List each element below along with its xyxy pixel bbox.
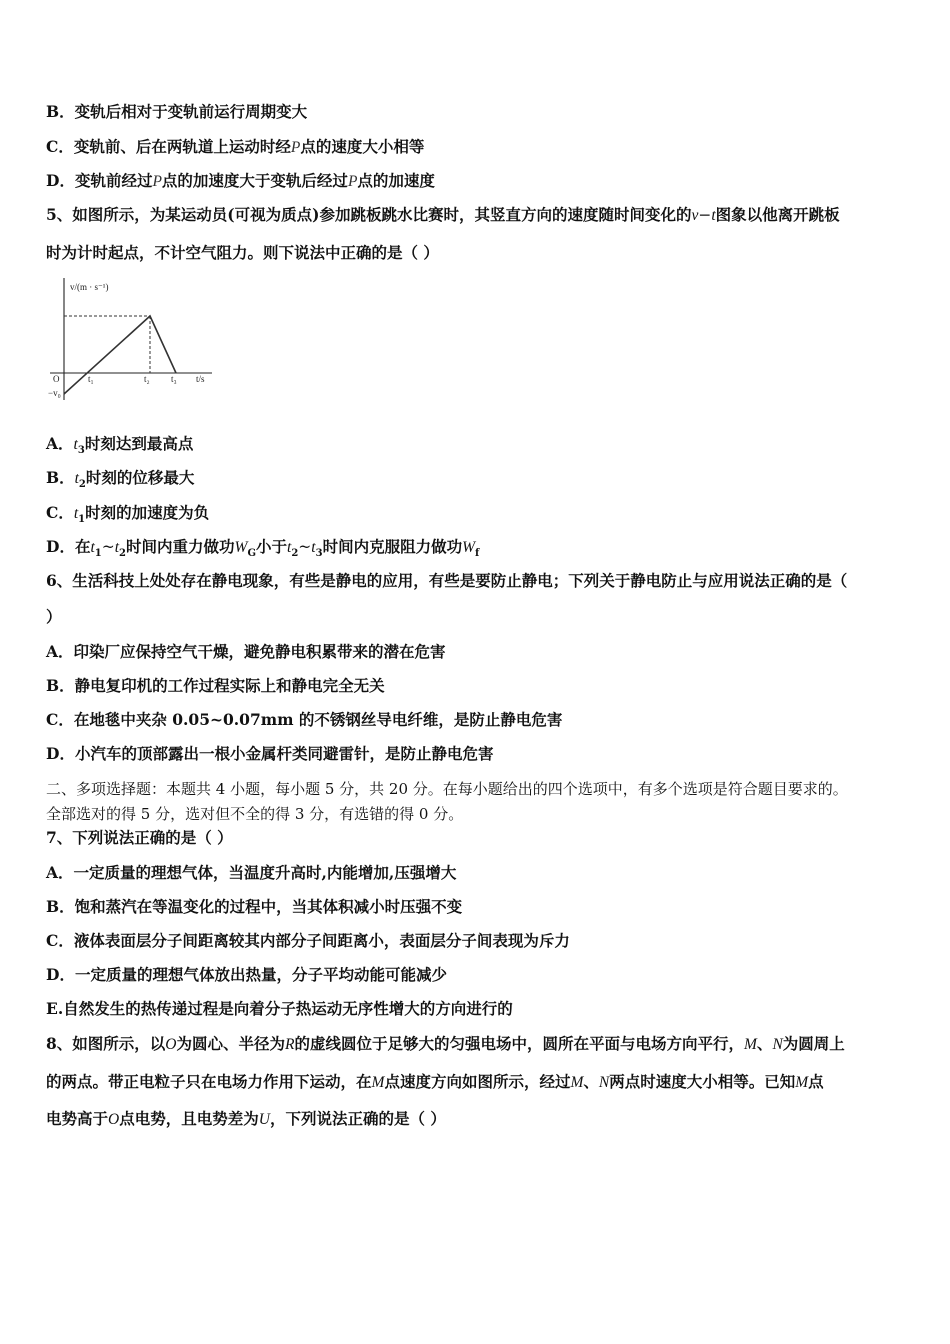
q7-option-d: D．一定质量的理想气体放出热量，分子平均动能可能减少 [46, 965, 447, 984]
t3-label: t₃ [171, 374, 177, 384]
section2-line1: 二、多项选择题：本题共 4 小题，每小题 5 分，共 20 分。在每小题给出的四个选项中，有多个选项是符合题目要求的。 [46, 780, 848, 798]
q7-option-c: C．液体表面层分子间距离较其内部分子间距离小，表面层分子间表现为斥力 [46, 931, 570, 950]
q7-option-e: E.自然发生的热传递过程是向着分子热运动无序性增大的方向进行的 [46, 999, 513, 1018]
q7-option-a: A．一定质量的理想气体，当温度升高时,内能增加,压强增大 [46, 863, 457, 882]
q7-stem: 7、下列说法正确的是（ ） [46, 828, 233, 847]
q6-option-a: A．印染厂应保持空气干燥，避免静电积累带来的潜在危害 [46, 642, 446, 661]
q6-stem-line2: ） [46, 607, 62, 626]
t1-label: t₁ [88, 374, 94, 384]
velocity-line [64, 316, 176, 394]
q5-option-c: C．$t_1$时刻的加速度为负 [46, 503, 210, 526]
q6-option-d: D．小汽车的顶部露出一根小金属杆类同避雷针，是防止静电危害 [46, 744, 494, 763]
q6-option-b: B．静电复印机的工作过程实际上和静电完全无关 [46, 676, 385, 695]
x-axis-label: t/s [196, 374, 205, 384]
q6-stem-line1: 6、生活科技上处处存在静电现象，有些是静电的应用，有些是要防止静电；下列关于静电防止与应用说法正确的是（ [46, 571, 848, 590]
q4-option-d: D．变轨前经过P点的加速度大于变轨后经过P点的加速度 [46, 171, 435, 190]
y-axis-label: v/(m · s⁻¹) [70, 282, 109, 292]
neg-v0-label: −v₀ [48, 388, 61, 398]
q6-option-c: C．在地毯中夹杂 0.05~0.07mm 的不锈钢丝导电纤维，是防止静电危害 [46, 710, 563, 729]
q4-option-c: C．变轨前、后在两轨道上运动时经P点的速度大小相等 [46, 137, 425, 156]
t2-label: t₂ [144, 374, 150, 384]
q7-option-b: B．饱和蒸汽在等温变化的过程中，当其体积减小时压强不变 [46, 897, 463, 916]
q8-stem-line2: 的两点。带正电粒子只在电场力作用下运动，在M点速度方向如图所示，经过M、N两点时速度大小相等。已知M点 [46, 1072, 824, 1091]
q8-stem-line1: 8、如图所示，以O为圆心、半径为R的虚线圆位于足够大的匀强电场中，圆所在平面与电场方向平行，M、N为圆周上 [46, 1034, 845, 1053]
q5-stem-line1: 5、如图所示，为某运动员(可视为质点)参加跳板跳水比赛时，其竖直方向的速度随时间变化的v−t图象以他离开跳板 [46, 205, 840, 224]
q5-option-b: B．$t_2$时刻的位移最大 [46, 468, 195, 491]
q8-stem-line3: 电势高于O点电势，且电势差为U，下列说法正确的是（ ） [46, 1109, 446, 1128]
q5-option-d: D．在$t_1\sim t_2$时间内重力做功$W_G$小于$t_2\sim t_3$时间内克服阻力做功$W_f$ [46, 537, 480, 560]
q4-option-b: B．变轨后相对于变轨前运行周期变大 [46, 102, 308, 121]
q5-option-a: A．$t_3$时刻达到最高点 [46, 434, 194, 457]
q5-stem-line2: 时为计时起点，不计空气阻力。则下说法中正确的是（ ） [46, 243, 439, 262]
vt-graph [44, 276, 216, 406]
origin-label: O [53, 374, 60, 384]
section2-line2: 全部选对的得 5 分，选对但不全的得 3 分，有选错的得 0 分。 [46, 805, 464, 823]
